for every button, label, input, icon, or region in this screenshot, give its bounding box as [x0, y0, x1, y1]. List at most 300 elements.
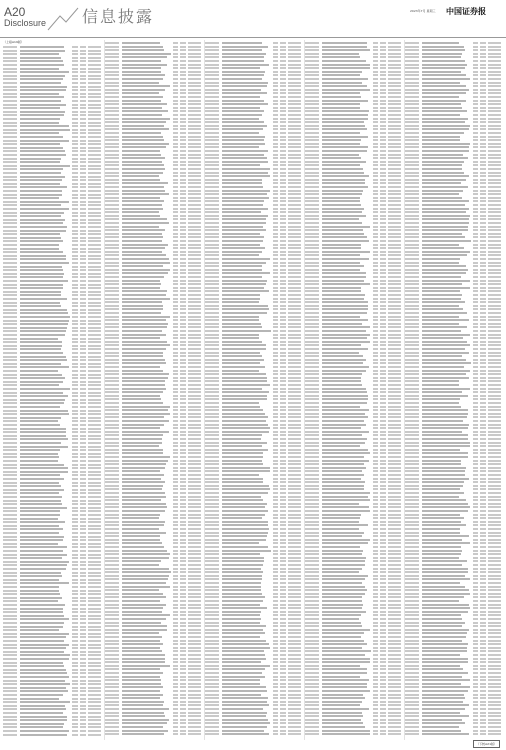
fine-print-segment	[88, 482, 101, 484]
fine-print-segment	[380, 42, 386, 44]
fine-print-segment	[180, 240, 186, 242]
fine-print-row	[3, 496, 103, 498]
fine-print-segment	[180, 485, 186, 487]
fine-print-segment	[20, 338, 58, 340]
fine-print-segment	[3, 266, 17, 268]
fine-print-segment	[205, 571, 219, 573]
fine-print-segment	[105, 402, 119, 404]
fine-print-segment	[122, 409, 168, 411]
fine-print-segment	[88, 442, 101, 444]
fine-print-segment	[3, 611, 17, 613]
fine-print-segment	[188, 514, 201, 516]
fine-print-row	[205, 665, 303, 667]
fine-print-segment	[3, 438, 17, 440]
fine-print-segment	[122, 521, 165, 523]
fine-print-segment	[188, 632, 201, 634]
fine-print-segment	[288, 506, 301, 508]
fine-print-row	[205, 251, 303, 253]
fine-print-segment	[180, 222, 186, 224]
fine-print-segment	[322, 154, 359, 156]
fine-print-segment	[280, 730, 286, 732]
fine-print-segment	[72, 143, 78, 145]
fine-print-segment	[173, 204, 179, 206]
fine-print-segment	[3, 251, 17, 253]
fine-print-segment	[80, 176, 86, 178]
fine-print-segment	[273, 600, 279, 602]
fine-print-segment	[105, 190, 119, 192]
fine-print-segment	[122, 49, 165, 51]
fine-print-segment	[122, 438, 162, 440]
fine-print-segment	[280, 694, 286, 696]
fine-print-segment	[280, 312, 286, 314]
fine-print-segment	[20, 168, 63, 170]
fine-print-segment	[180, 100, 186, 102]
fine-print-segment	[3, 665, 17, 667]
fine-print-segment	[205, 442, 219, 444]
fine-print-segment	[273, 661, 279, 663]
fine-print-segment	[72, 608, 78, 610]
fine-print-segment	[280, 679, 286, 681]
fine-print-row	[205, 726, 303, 728]
fine-print-segment	[280, 391, 286, 393]
fine-print-segment	[80, 514, 86, 516]
fine-print-segment	[20, 456, 59, 458]
fine-print-segment	[280, 373, 286, 375]
fine-print-segment	[20, 604, 65, 606]
fine-print-segment	[180, 395, 186, 397]
fine-print-segment	[305, 121, 319, 123]
fine-print-segment	[280, 352, 286, 354]
fine-print-segment	[180, 650, 186, 652]
fine-print-segment	[180, 499, 186, 501]
fine-print-segment	[72, 291, 78, 293]
fine-print-segment	[20, 698, 59, 700]
fine-print-segment	[122, 481, 165, 483]
fine-print-segment	[173, 478, 179, 480]
fine-print-segment	[322, 53, 359, 55]
fine-print-segment	[105, 596, 119, 598]
fine-print-row	[105, 622, 203, 624]
fine-print-segment	[288, 456, 301, 458]
fine-print-segment	[273, 215, 279, 217]
fine-print-segment	[88, 586, 101, 588]
fine-print-segment	[180, 352, 186, 354]
fine-print-row	[305, 107, 403, 109]
fine-print-segment	[173, 82, 179, 84]
fine-print-segment	[380, 64, 386, 66]
fine-print-row	[3, 503, 103, 505]
fine-print-segment	[205, 71, 219, 73]
fine-print-segment	[280, 128, 286, 130]
fine-print-segment	[105, 179, 119, 181]
fine-print-segment	[180, 524, 186, 526]
fine-print-segment	[20, 248, 59, 250]
fine-print-segment	[188, 690, 201, 692]
fine-print-segment	[80, 633, 86, 635]
fine-print-row	[3, 287, 103, 289]
fine-print-row	[205, 636, 303, 638]
fine-print-segment	[72, 359, 78, 361]
fine-print-segment	[180, 366, 186, 368]
fine-print-segment	[72, 730, 78, 732]
fine-print-segment	[180, 233, 186, 235]
fine-print-segment	[205, 492, 219, 494]
fine-print-row	[205, 100, 303, 102]
fine-print-row	[205, 46, 303, 48]
fine-print-segment	[180, 71, 186, 73]
fine-print-segment	[20, 489, 64, 491]
fine-print-segment	[72, 708, 78, 710]
fine-print-row	[3, 500, 103, 502]
fine-print-segment	[180, 636, 186, 638]
fine-print-row	[3, 215, 103, 217]
fine-print-segment	[280, 550, 286, 552]
fine-print-segment	[188, 560, 201, 562]
fine-print-segment	[72, 122, 78, 124]
fine-print-segment	[173, 694, 179, 696]
fine-print-segment	[188, 611, 201, 613]
fine-print-segment	[88, 258, 101, 260]
fine-print-row	[105, 481, 203, 483]
fine-print-segment	[222, 715, 266, 717]
fine-print-row	[105, 89, 203, 91]
fine-print-segment	[273, 272, 279, 274]
fine-print-segment	[88, 694, 101, 696]
fine-print-segment	[173, 78, 179, 80]
fine-print-segment	[88, 323, 101, 325]
fine-print-segment	[20, 539, 63, 541]
fine-print-segment	[80, 388, 86, 390]
fine-print-segment	[188, 672, 201, 674]
fine-print-segment	[205, 686, 219, 688]
fine-print-segment	[280, 395, 286, 397]
fine-print-segment	[122, 506, 167, 508]
fine-print-segment	[72, 352, 78, 354]
fine-print-row	[205, 161, 303, 163]
fine-print-row	[105, 316, 203, 318]
fine-print-segment	[72, 204, 78, 206]
fine-print-segment	[80, 723, 86, 725]
fine-print-segment	[380, 125, 386, 127]
fine-print-segment	[180, 427, 186, 429]
fine-print-row	[205, 586, 303, 588]
fine-print-segment	[280, 668, 286, 670]
fine-print-segment	[72, 492, 78, 494]
fine-print-segment	[173, 305, 179, 307]
fine-print-segment	[205, 82, 219, 84]
fine-print-row	[3, 579, 103, 581]
fine-print-segment	[20, 64, 64, 66]
fine-print-segment	[88, 449, 101, 451]
fine-print-segment	[80, 640, 86, 642]
fine-print-segment	[188, 305, 201, 307]
fine-print-segment	[3, 561, 17, 563]
fine-print-segment	[280, 676, 286, 678]
fine-print-row	[205, 132, 303, 134]
fine-print-segment	[205, 470, 219, 472]
fine-print-row	[3, 626, 103, 628]
fine-print-row	[205, 542, 303, 544]
fine-print-row	[3, 467, 103, 469]
fine-print-segment	[20, 510, 60, 512]
fine-print-segment	[72, 532, 78, 534]
fine-print-segment	[380, 46, 386, 48]
fine-print-segment	[388, 146, 401, 148]
fine-print-segment	[72, 582, 78, 584]
fine-print-segment	[188, 64, 201, 66]
fine-print-segment	[322, 71, 362, 73]
fine-print-segment	[80, 287, 86, 289]
fine-print-segment	[222, 49, 262, 51]
fine-print-row	[3, 366, 103, 368]
fine-print-segment	[3, 104, 17, 106]
fine-print-segment	[280, 463, 286, 465]
fine-print-segment	[205, 323, 219, 325]
fine-print-row	[105, 110, 203, 112]
fine-print-row	[105, 319, 203, 321]
fine-print-segment	[388, 118, 401, 120]
fine-print-segment	[222, 730, 264, 732]
fine-print-row	[3, 582, 103, 584]
fine-print-segment	[273, 251, 279, 253]
fine-print-segment	[72, 46, 78, 48]
fine-print-segment	[3, 222, 17, 224]
fine-print-segment	[222, 452, 263, 454]
fine-print-segment	[222, 413, 265, 415]
fine-print-segment	[105, 305, 119, 307]
fine-print-segment	[188, 222, 201, 224]
fine-print-segment	[80, 352, 86, 354]
fine-print-row	[205, 510, 303, 512]
fine-print-segment	[20, 690, 68, 692]
fine-print-row	[205, 348, 303, 350]
fine-print-segment	[3, 363, 17, 365]
fine-print-segment	[105, 528, 119, 530]
fine-print-segment	[222, 679, 260, 681]
fine-print-row	[105, 449, 203, 451]
fine-print-segment	[280, 614, 286, 616]
fine-print-segment	[188, 168, 201, 170]
fine-print-row	[3, 323, 103, 325]
fine-print-segment	[20, 658, 69, 660]
fine-print-segment	[205, 474, 219, 476]
fine-print-segment	[3, 366, 17, 368]
fine-print-segment	[72, 262, 78, 264]
fine-print-row	[205, 359, 303, 361]
fine-print-segment	[20, 244, 59, 246]
fine-print-row	[205, 600, 303, 602]
fine-print-segment	[105, 470, 119, 472]
fine-print-segment	[88, 716, 101, 718]
fine-print-segment	[173, 524, 179, 526]
fine-print-row	[205, 672, 303, 674]
fine-print-segment	[180, 553, 186, 555]
fine-print-segment	[188, 114, 201, 116]
fine-print-segment	[72, 629, 78, 631]
fine-print-segment	[20, 446, 68, 448]
fine-print-segment	[80, 89, 86, 91]
fine-print-segment	[280, 370, 286, 372]
fine-print-segment	[288, 722, 301, 724]
fine-print-segment	[288, 614, 301, 616]
fine-print-segment	[72, 485, 78, 487]
fine-print-segment	[280, 640, 286, 642]
fine-print-segment	[80, 460, 86, 462]
fine-print-segment	[105, 589, 119, 591]
fine-print-segment	[188, 658, 201, 660]
fine-print-segment	[88, 53, 101, 55]
fine-print-segment	[3, 208, 17, 210]
fine-print-segment	[105, 334, 119, 336]
fine-print-segment	[322, 136, 368, 138]
fine-print-row	[105, 334, 203, 336]
fine-print-segment	[20, 521, 65, 523]
fine-print-segment	[280, 564, 286, 566]
fine-print-segment	[273, 636, 279, 638]
fine-print-segment	[72, 215, 78, 217]
fine-print-row	[3, 640, 103, 642]
fine-print-segment	[188, 496, 201, 498]
fine-print-segment	[3, 406, 17, 408]
fine-print-row	[205, 557, 303, 559]
fine-print-segment	[105, 661, 119, 663]
fine-print-segment	[288, 380, 301, 382]
fine-print-segment	[20, 734, 67, 736]
fine-print-segment	[188, 647, 201, 649]
fine-print-row	[105, 244, 203, 246]
fine-print-segment	[188, 521, 201, 523]
fine-print-segment	[273, 413, 279, 415]
fine-print-segment	[222, 272, 270, 274]
fine-print-segment	[80, 471, 86, 473]
fine-print-row	[305, 128, 403, 130]
fine-print-row	[105, 96, 203, 98]
fine-print-segment	[273, 596, 279, 598]
fine-print-segment	[180, 373, 186, 375]
fine-print-segment	[288, 668, 301, 670]
fine-print-segment	[180, 164, 186, 166]
fine-print-segment	[288, 726, 301, 728]
fine-print-row	[105, 539, 203, 541]
fine-print-segment	[72, 179, 78, 181]
fine-print-segment	[105, 424, 119, 426]
fine-print-segment	[173, 172, 179, 174]
fine-print-segment	[3, 734, 17, 736]
fine-print-row	[3, 93, 103, 95]
fine-print-segment	[288, 244, 301, 246]
fine-print-segment	[80, 395, 86, 397]
fine-print-segment	[222, 157, 267, 159]
fine-print-row	[3, 410, 103, 412]
fine-print-segment	[205, 564, 219, 566]
decorative-line-icon	[46, 6, 80, 32]
fine-print-segment	[173, 503, 179, 505]
fine-print-segment	[222, 197, 269, 199]
fine-print-segment	[180, 611, 186, 613]
fine-print-segment	[105, 442, 119, 444]
fine-print-segment	[380, 96, 386, 98]
fine-print-segment	[3, 471, 17, 473]
fine-print-segment	[88, 201, 101, 203]
fine-print-segment	[122, 470, 160, 472]
fine-print-segment	[205, 366, 219, 368]
fine-print-row	[3, 460, 103, 462]
fine-print-segment	[72, 716, 78, 718]
fine-print-segment	[273, 463, 279, 465]
fine-print-segment	[88, 582, 101, 584]
fine-print-segment	[288, 413, 301, 415]
fine-print-row	[105, 470, 203, 472]
fine-print-row	[305, 56, 403, 58]
fine-print-row	[105, 168, 203, 170]
fine-print-segment	[273, 118, 279, 120]
fine-print-segment	[273, 492, 279, 494]
fine-print-segment	[273, 168, 279, 170]
fine-print-segment	[280, 398, 286, 400]
fine-print-segment	[322, 56, 360, 58]
fine-print-segment	[305, 118, 319, 120]
fine-print-segment	[80, 298, 86, 300]
fine-print-row	[3, 485, 103, 487]
fine-print-segment	[205, 100, 219, 102]
fine-print-segment	[80, 690, 86, 692]
fine-print-segment	[122, 640, 161, 642]
fine-print-segment	[88, 93, 101, 95]
fine-print-segment	[122, 413, 170, 415]
fine-print-segment	[280, 92, 286, 94]
fine-print-segment	[205, 258, 219, 260]
fine-print-segment	[180, 118, 186, 120]
fine-print-segment	[20, 514, 60, 516]
fine-print-segment	[88, 467, 101, 469]
fine-print-row	[3, 255, 103, 257]
fine-print-segment	[72, 701, 78, 703]
fine-print-segment	[3, 410, 17, 412]
fine-print-segment	[188, 107, 201, 109]
fine-print-segment	[122, 179, 160, 181]
fine-print-row	[205, 650, 303, 652]
fine-print-segment	[205, 586, 219, 588]
fine-print-segment	[20, 341, 62, 343]
fine-print-segment	[20, 327, 67, 329]
fine-print-segment	[80, 50, 86, 52]
fine-print-row	[205, 474, 303, 476]
fine-print-segment	[105, 226, 119, 228]
fine-print-segment	[273, 287, 279, 289]
fine-print-segment	[280, 697, 286, 699]
fine-print-segment	[20, 86, 67, 88]
fine-print-segment	[188, 604, 201, 606]
fine-print-segment	[205, 665, 219, 667]
fine-print-row	[305, 46, 403, 48]
fine-print-segment	[3, 608, 17, 610]
fine-print-segment	[173, 370, 179, 372]
fine-print-segment	[80, 172, 86, 174]
fine-print-row	[205, 622, 303, 624]
fine-print-segment	[205, 121, 219, 123]
fine-print-row	[205, 157, 303, 159]
fine-print-segment	[373, 103, 379, 105]
fine-print-segment	[288, 49, 301, 51]
fine-print-segment	[388, 74, 401, 76]
fine-print-row	[3, 219, 103, 221]
fine-print-segment	[20, 287, 63, 289]
fine-print-segment	[205, 226, 219, 228]
fine-print-segment	[222, 647, 270, 649]
fine-print-row	[205, 611, 303, 613]
fine-print-segment	[188, 370, 201, 372]
fine-print-row	[3, 431, 103, 433]
